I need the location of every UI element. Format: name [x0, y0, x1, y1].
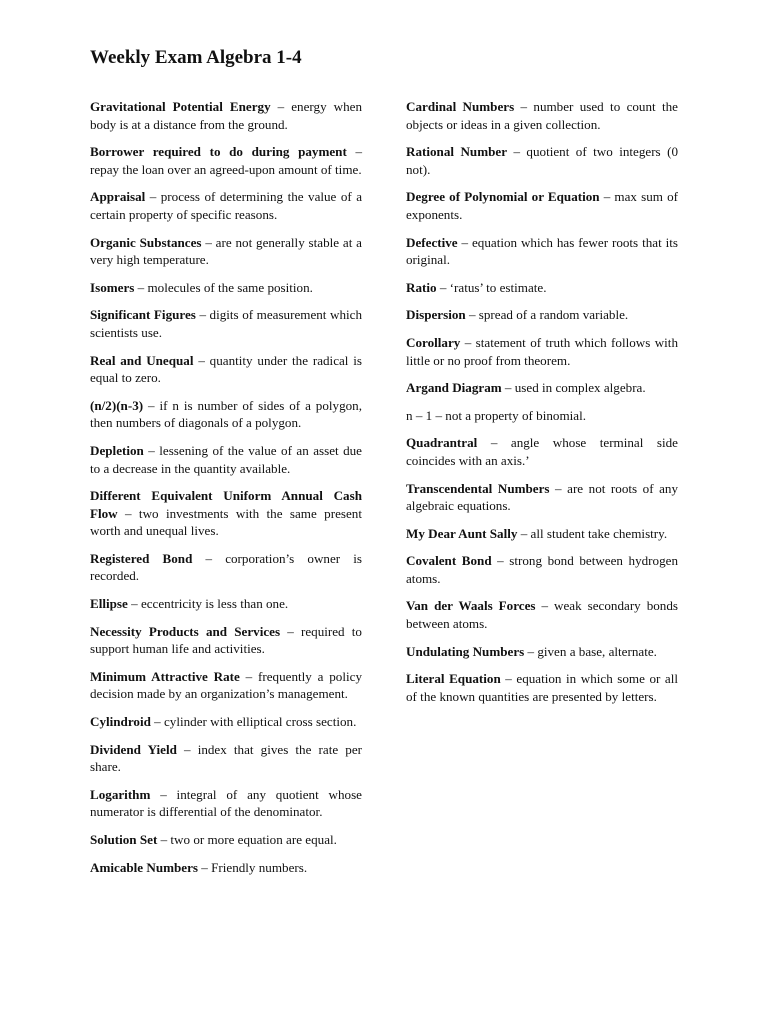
- glossary-entry: [90, 442, 362, 477]
- entry-term: Ratio: [406, 279, 437, 295]
- entry-term: My Dear Aunt Sally: [406, 525, 518, 541]
- entry-term: Borrower required to do during payment: [90, 144, 347, 160]
- glossary-entry: [90, 623, 362, 658]
- entry-definition: – equation in which some or all of the known quantities are presented by letters.: [406, 671, 678, 704]
- entry-definition: – are not generally stable at a very high temperature.: [90, 234, 362, 268]
- entry-definition: – repay the loan over an agreed-upon amount of time.: [90, 144, 362, 177]
- entry-definition: – molecules of the same position.: [134, 279, 313, 295]
- glossary-entry: [406, 279, 678, 297]
- glossary-entry: [90, 831, 362, 849]
- entry-term: Cardinal Numbers: [406, 99, 515, 114]
- entry-term: Depletion: [90, 442, 144, 458]
- glossary-entry: [90, 352, 362, 387]
- entry-definition: – weak secondary bonds between atoms.: [406, 598, 678, 632]
- entry-term: Literal Equation: [406, 671, 501, 687]
- entry-term: Transcendental Numbers: [406, 480, 550, 496]
- entry-definition: – given a base, alternate.: [524, 643, 657, 659]
- entry-definition: – corporation’s owner is recorded.: [90, 550, 362, 584]
- glossary-entry: [90, 234, 362, 269]
- glossary-entry: [406, 480, 678, 515]
- glossary-entry: [90, 188, 362, 223]
- entry-definition: – frequently a policy decision made by an organization’s management.: [90, 668, 362, 702]
- entry-term: Real and Unequal: [90, 352, 194, 368]
- entry-term: Organic Substances: [90, 234, 202, 250]
- glossary-entry: [406, 334, 678, 369]
- entry-definition: n – 1 – not a property of binomial.: [406, 407, 587, 423]
- entry-term: Ellipse: [90, 596, 128, 612]
- entry-term: Minimum Attractive Rate: [90, 668, 240, 684]
- entry-definition: – cylinder with elliptical cross section.: [150, 714, 357, 730]
- entry-term: Quadrantral: [406, 435, 478, 451]
- entry-definition: – digits of measurement which scientists use.: [90, 307, 362, 340]
- entry-definition: – number used to count the objects or ideas in a given collection.: [406, 99, 678, 132]
- entry-definition: – ‘ratus’ to estimate.: [436, 279, 547, 295]
- glossary-entry: [406, 306, 678, 324]
- glossary-entry: [406, 525, 678, 543]
- entry-term: Dispersion: [406, 307, 466, 323]
- entry-definition: – two or more equation are equal.: [157, 832, 337, 847]
- entry-term: Undulating Numbers: [406, 643, 525, 659]
- entry-definition: – are not roots of any algebraic equations.: [406, 480, 678, 514]
- glossary-entry: [90, 668, 362, 703]
- glossary-entry: [406, 407, 678, 425]
- glossary-entry: [406, 552, 678, 587]
- glossary-entry: [406, 98, 678, 133]
- entry-definition: – process of determining the value of a certain property of specific reasons.: [90, 189, 362, 222]
- entry-definition: – used in complex algebra.: [501, 380, 646, 396]
- glossary-entry: [90, 98, 362, 133]
- entry-definition: – max sum of exponents.: [406, 189, 678, 222]
- entry-term: Defective: [406, 234, 458, 250]
- entry-definition: – statement of truth which follows with little or no proof from theorem.: [406, 334, 678, 368]
- entry-definition: – if n is number of sides of a polygon, then numbers of diagonals of a polygon.: [90, 397, 362, 431]
- entry-term: Logarithm: [90, 786, 151, 802]
- entry-definition: – equation which has fewer roots that its original.: [406, 234, 678, 268]
- glossary-entry: [90, 550, 362, 585]
- entry-definition: – eccentricity is less than one.: [127, 596, 289, 612]
- entry-term: Argand Diagram: [406, 380, 502, 396]
- entry-term: Appraisal: [90, 189, 146, 205]
- glossary-entry: [406, 234, 678, 269]
- entry-term: Covalent Bond: [406, 553, 492, 569]
- left-column: [90, 98, 362, 886]
- entry-term: Degree of Polynomial or Equation: [406, 189, 600, 205]
- glossary-entry: [90, 741, 362, 776]
- glossary-entry: [90, 143, 362, 178]
- entry-term: Corollary: [406, 334, 461, 350]
- glossary-entry: [90, 859, 362, 877]
- entry-term: Isomers: [90, 279, 135, 295]
- entry-term: Van der Waals Forces: [406, 598, 536, 614]
- entry-definition: – energy when body is at a distance from the ground.: [90, 99, 363, 132]
- entry-definition: – angle whose terminal side coincides with an axis.’: [406, 435, 678, 468]
- entry-definition: – spread of a random variable.: [465, 307, 629, 323]
- entry-term: Registered Bond: [90, 550, 193, 566]
- glossary-entry: [90, 713, 362, 731]
- entry-definition: – two investments with the same present worth and unequal lives.: [90, 505, 362, 539]
- glossary-entry: [90, 397, 362, 432]
- entry-definition: – index that gives the rate per share.: [90, 741, 362, 775]
- entry-term: Significant Figures: [90, 307, 196, 323]
- glossary-entry: [90, 279, 362, 297]
- entry-definition: – required to support human life and activities.: [90, 623, 362, 657]
- entry-term: Dividend Yield: [90, 741, 177, 757]
- entry-term: Solution Set: [90, 832, 158, 847]
- glossary-entry: [90, 595, 362, 613]
- entry-term: Rational Number: [406, 144, 508, 160]
- entry-definition: – lessening of the value of an asset due to a decrease in the quantity available.: [90, 442, 362, 476]
- entry-definition: – Friendly numbers.: [198, 859, 308, 875]
- glossary-entry: [406, 434, 678, 469]
- right-column: [406, 98, 678, 715]
- glossary-entry: [406, 379, 678, 397]
- glossary-entry: [406, 643, 678, 661]
- entry-term: Different Equivalent Uniform Annual Cash Flow: [90, 488, 362, 521]
- entry-definition: – integral of any quotient whose numerator is differential of the denominator.: [90, 786, 362, 820]
- entry-term: (n/2)(n-3): [90, 397, 144, 413]
- glossary-entry: [90, 786, 362, 821]
- entry-definition: – quotient of two integers (0 not).: [406, 144, 678, 177]
- entry-term: Amicable Numbers: [90, 859, 199, 875]
- glossary-entry: [406, 188, 678, 223]
- glossary-entry: [90, 487, 362, 540]
- entry-definition: – all student take chemistry.: [517, 525, 668, 541]
- glossary-entry: [406, 597, 678, 632]
- entry-definition: – strong bond between hydrogen atoms.: [406, 553, 678, 586]
- glossary-entry: [90, 306, 362, 341]
- entry-term: Cylindroid: [90, 714, 151, 730]
- entry-term: Gravitational Potential Energy: [90, 99, 271, 114]
- glossary-entry: [406, 670, 678, 705]
- entry-term: Necessity Products and Services: [90, 623, 281, 639]
- entry-definition: – quantity under the radical is equal to zero.: [90, 352, 362, 386]
- glossary-entry: [406, 143, 678, 178]
- page-title: Weekly Exam Algebra 1-4: [90, 47, 302, 68]
